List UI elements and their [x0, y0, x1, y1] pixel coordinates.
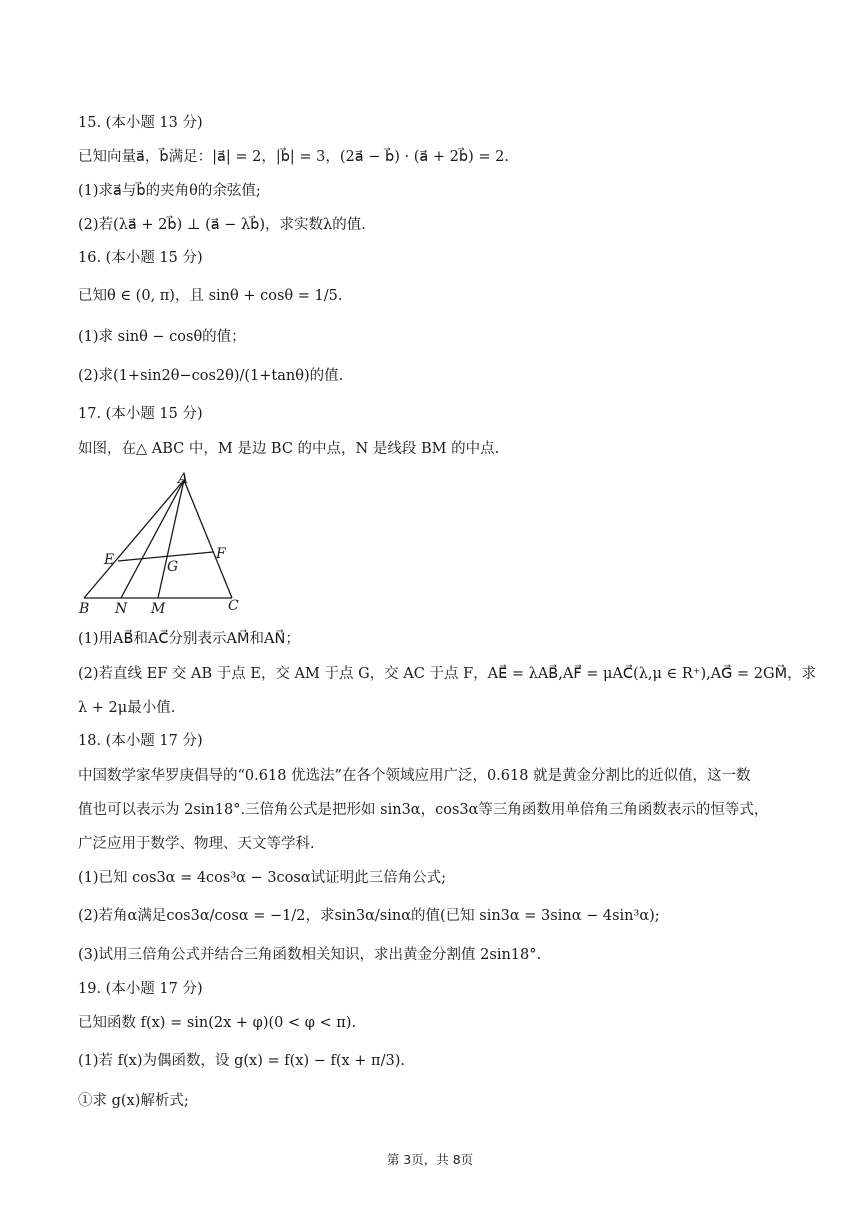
label-a: A: [178, 471, 189, 487]
q17-header: 17. (本小题 15 分): [78, 406, 203, 422]
q17-part2-cont: λ + 2μ最小值.: [78, 700, 176, 716]
segment-ab: [84, 480, 184, 598]
q19-part1-sub1: ①求 g(x)解析式;: [78, 1093, 189, 1109]
q19-stem: 已知函数 f(x) = sin(2x + φ)(0 < φ < π).: [78, 1015, 357, 1031]
label-m: M: [151, 601, 166, 617]
q18-stem-1: 中国数学家华罗庚倡导的“0.618 优选法”在各个领域应用广泛，0.618 就是黄金分割比的近似值，这一数: [78, 768, 751, 784]
segment-am: [158, 480, 184, 598]
q17-stem: 如图，在△ ABC 中，M 是边 BC 的中点，N 是线段 BM 的中点.: [78, 441, 500, 457]
q15-stem: 已知向量a⃗，b⃗满足：|a⃗| = 2，|b⃗| = 3，(2a⃗ − b⃗) · (a⃗ + 2b⃗) = 2.: [78, 149, 509, 165]
label-g: G: [167, 559, 179, 575]
label-n: N: [115, 601, 128, 617]
q18-header: 18. (本小题 17 分): [78, 733, 203, 749]
q18-stem-2: 值也可以表示为 2sin18°.三倍角公式是把形如 sin3α，cos3α等三角函数用单倍角三角函数表示的恒等式，: [78, 802, 769, 818]
q18-stem-3: 广泛应用于数学、物理、天文等学科.: [78, 836, 315, 852]
q16-stem: 已知θ ∈ (0, π)，且 sinθ + cosθ = 1/5.: [78, 288, 343, 304]
page-footer: 第 3页，共 8页: [386, 1152, 474, 1167]
q17-part2: (2)若直线 EF 交 AB 于点 E，交 AM 于点 G，交 AC 于点 F，AE⃗ = λAB⃗,AF⃗ = μAC⃗(λ,μ ∈ R⁺),AG⃗ = 2GM⃗，求: [78, 666, 817, 682]
q17-part1: (1)用AB⃗和AC⃗分别表示AM⃗和AN⃗；: [78, 631, 300, 647]
q18-part2: (2)若角α满足cos3α/cosα = −1/2，求sin3α/sinα的值(已知 sin3α = 3sinα − 4sin³α);: [78, 908, 660, 924]
label-e: E: [104, 552, 115, 568]
q16-part2: (2)求(1+sin2θ−cos2θ)/(1+tanθ)的值.: [78, 368, 344, 384]
q19-header: 19. (本小题 17 分): [78, 981, 203, 997]
label-c: C: [228, 598, 239, 614]
q15-header: 15. (本小题 13 分): [78, 115, 203, 131]
label-f: F: [216, 546, 226, 562]
q15-part2: (2)若(λa⃗ + 2b⃗) ⊥ (a⃗ − λb⃗)，求实数λ的值.: [78, 217, 366, 233]
q18-part3: (3)试用三倍角公式并结合三角函数相关知识，求出黄金分割值 2sin18°.: [78, 947, 542, 963]
q19-part1: (1)若 f(x)为偶函数，设 g(x) = f(x) − f(x + π/3).: [78, 1053, 405, 1069]
q15-part1: (1)求a⃗与b⃗的夹角θ的余弦值;: [78, 183, 261, 199]
q16-part1: (1)求 sinθ − cosθ的值；: [78, 329, 246, 345]
segment-ef: [118, 552, 213, 561]
segment-ac: [184, 480, 232, 598]
q16-header: 16. (本小题 15 分): [78, 250, 203, 266]
triangle-figure: [74, 470, 254, 620]
label-b: B: [79, 601, 90, 617]
segment-an: [121, 480, 184, 598]
q18-part1: (1)已知 cos3α = 4cos³α − 3cosα试证明此三倍角公式;: [78, 870, 447, 886]
